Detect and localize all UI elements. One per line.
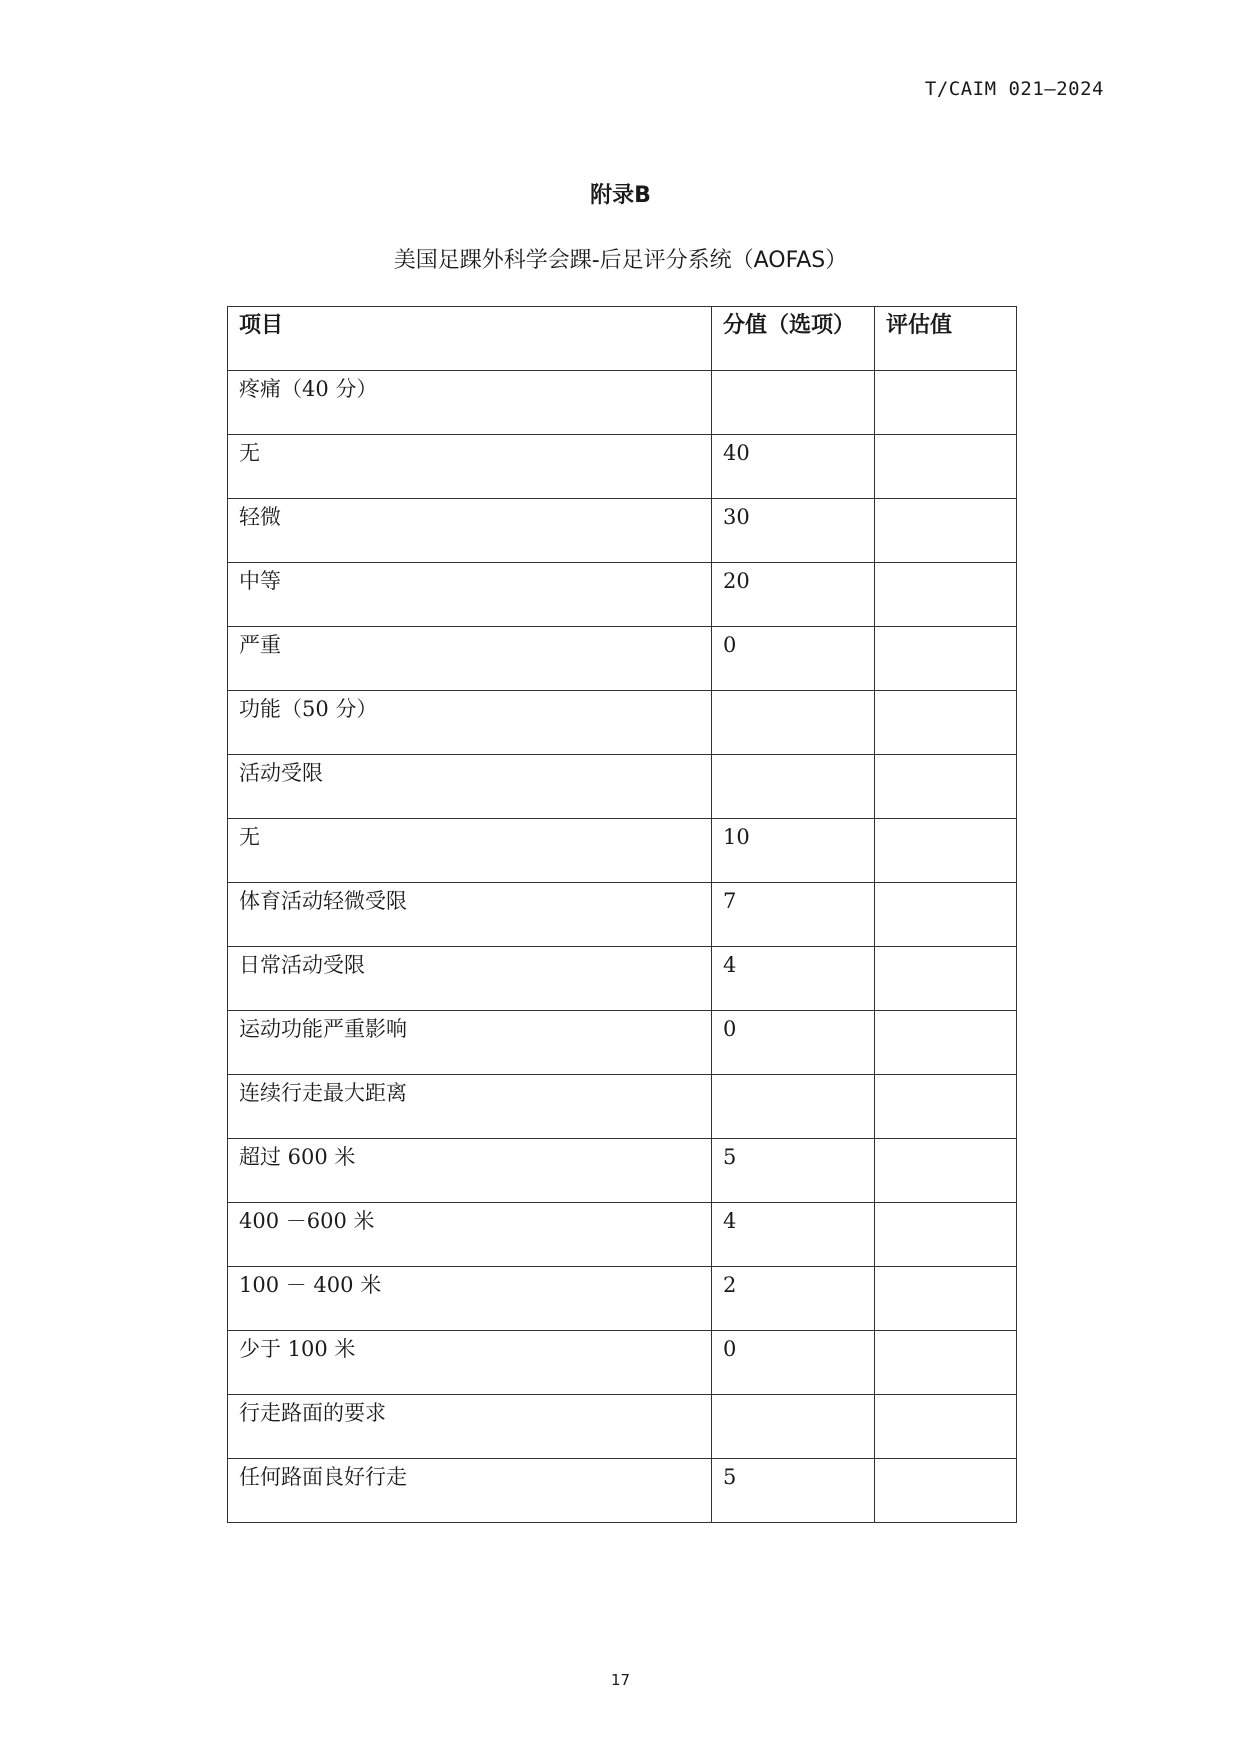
- table-row: [228, 1139, 1017, 1203]
- cell-item: 轻微: [228, 499, 712, 563]
- cell-score: 40: [712, 435, 875, 499]
- cell-item: 任何路面良好行走: [228, 1459, 712, 1523]
- cell-item: 无: [228, 819, 712, 883]
- cell-eval: [875, 371, 1017, 435]
- cell-item: 疼痛（40 分）: [228, 371, 712, 435]
- cell-item: 活动受限: [228, 755, 712, 819]
- cell-score: 30: [712, 499, 875, 563]
- cell-score: 7: [712, 883, 875, 947]
- cell-score: 0: [712, 1331, 875, 1395]
- cell-score: 0: [712, 627, 875, 691]
- table-row: [228, 499, 1017, 563]
- cell-score: 4: [712, 947, 875, 1011]
- table-row: [228, 371, 1017, 435]
- table-title: 美国足踝外科学会踝-后足评分系统（AOFAS）: [393, 248, 848, 273]
- header-item: 项目: [228, 307, 712, 371]
- cell-score: 5: [712, 1139, 875, 1203]
- cell-item: 少于 100 米: [228, 1331, 712, 1395]
- table-row: [228, 1075, 1017, 1139]
- cell-eval: [875, 1139, 1017, 1203]
- cell-eval: [875, 819, 1017, 883]
- cell-eval: [875, 1203, 1017, 1267]
- aofas-score-table: [227, 306, 1017, 1523]
- cell-eval: [875, 1075, 1017, 1139]
- cell-score: [712, 1395, 875, 1459]
- document-code: T/CAIM 021—2024: [924, 78, 1104, 100]
- table-row: [228, 1331, 1017, 1395]
- page-number: 17: [610, 1671, 631, 1689]
- cell-item: 功能（50 分）: [228, 691, 712, 755]
- table-row: [228, 1267, 1017, 1331]
- cell-score: 5: [712, 1459, 875, 1523]
- table-row: [228, 435, 1017, 499]
- cell-eval: [875, 1267, 1017, 1331]
- cell-item: 400 －600 米: [228, 1203, 712, 1267]
- header-eval: 评估值: [875, 307, 1017, 371]
- cell-eval: [875, 1395, 1017, 1459]
- cell-eval: [875, 947, 1017, 1011]
- table-row: [228, 1459, 1017, 1523]
- cell-score: 0: [712, 1011, 875, 1075]
- cell-eval: [875, 563, 1017, 627]
- table-row: [228, 1395, 1017, 1459]
- cell-eval: [875, 627, 1017, 691]
- cell-eval: [875, 883, 1017, 947]
- cell-score: [712, 755, 875, 819]
- cell-item: 运动功能严重影响: [228, 1011, 712, 1075]
- cell-item: 连续行走最大距离: [228, 1075, 712, 1139]
- table-row: [228, 819, 1017, 883]
- header-score: 分值（选项）: [712, 307, 875, 371]
- table-row: [228, 563, 1017, 627]
- cell-item: 超过 600 米: [228, 1139, 712, 1203]
- table-row: [228, 947, 1017, 1011]
- appendix-label: 附录B: [590, 183, 651, 208]
- table-header-row: [228, 307, 1017, 371]
- cell-item: 体育活动轻微受限: [228, 883, 712, 947]
- cell-score: 2: [712, 1267, 875, 1331]
- table-row: [228, 691, 1017, 755]
- table-row: [228, 1011, 1017, 1075]
- table-row: [228, 755, 1017, 819]
- table-row: [228, 627, 1017, 691]
- cell-eval: [875, 499, 1017, 563]
- cell-score: [712, 371, 875, 435]
- cell-score: 4: [712, 1203, 875, 1267]
- cell-item: 日常活动受限: [228, 947, 712, 1011]
- cell-score: [712, 691, 875, 755]
- table-row: [228, 1203, 1017, 1267]
- cell-eval: [875, 435, 1017, 499]
- cell-item: 100 － 400 米: [228, 1267, 712, 1331]
- cell-eval: [875, 1331, 1017, 1395]
- table-body: [228, 371, 1017, 1523]
- cell-item: 无: [228, 435, 712, 499]
- cell-item: 中等: [228, 563, 712, 627]
- cell-score: [712, 1075, 875, 1139]
- cell-eval: [875, 1011, 1017, 1075]
- cell-eval: [875, 1459, 1017, 1523]
- cell-score: 20: [712, 563, 875, 627]
- cell-eval: [875, 755, 1017, 819]
- cell-score: 10: [712, 819, 875, 883]
- cell-item: 行走路面的要求: [228, 1395, 712, 1459]
- table-row: [228, 883, 1017, 947]
- cell-item: 严重: [228, 627, 712, 691]
- cell-eval: [875, 691, 1017, 755]
